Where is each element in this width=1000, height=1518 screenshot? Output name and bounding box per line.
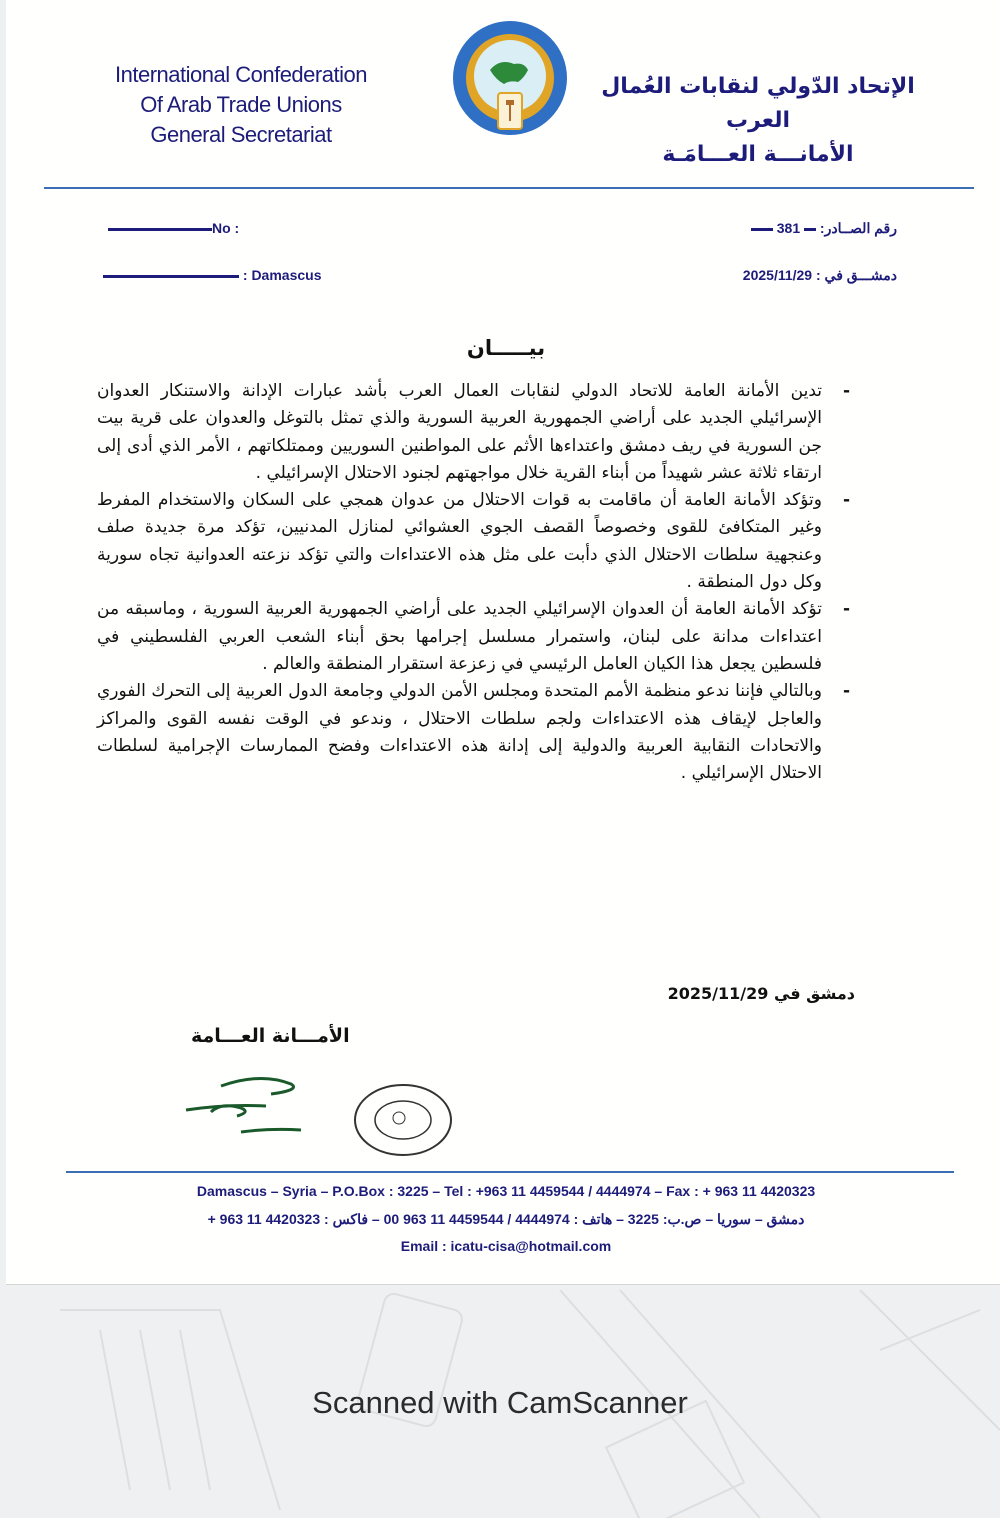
ar-number-field [751,220,897,237]
header-divider [44,187,974,189]
ar-name-line: الإتحاد الدّولي لنقابات العُمال العرب [601,74,915,133]
damascus-field [103,267,321,283]
signatory: الأمـــانة العـــامة [191,1025,350,1047]
footer-divider [66,1171,954,1173]
closing-date: دمشق في 2025/11/29 [667,984,855,1003]
ar-date-label: دمشـــق في : [815,267,897,283]
paragraph: - تؤكد الأمانة العامة أن العدوان الإسرائيلي الجديد على أراضي الجمهورية العربية السورية ، وماسبقه من اعتداءات مدانة على لبنان، واستمرار مسلسل إجرامها بحق أبناء الشعب العربي الفلسطيني في فلسطين يجعل هذا الكيان العامل الرئيسي في زعزعة استقرار المنطقة والعالم . [97,596,822,678]
paragraph: - وبالتالي فإننا ندعو منظمة الأمم المتحدة ومجلس الأمن الدولي وجامعة الدول العربية إلى التحرك الفوري والعاجل لإيقاف هذه الاعتداءات ولجم سلطات الاحتلال ، وندعو في الوقت نفسه القوى والمراكز والاتحادات النقابية العربية والدولية إلى إدانة هذه الاعتداءات وفضح الممارسات الإجرامية لسلطات الاحتلال الإسرائيلي . [97,678,822,787]
no-field [108,220,239,236]
ar-name-line: الأمانـــة العـــامَـة [662,142,854,167]
document-page [6,0,1000,1285]
arabic-org-name [578,70,938,172]
camscanner-watermark: Scanned with CamScanner [312,1385,688,1420]
statement-body [97,378,822,787]
ar-number-label: رقم الصــادر: [819,220,897,236]
english-org-name [86,60,396,150]
ar-date-value: 2025/11/29 [742,267,813,283]
ar-number-value: 381 [776,220,801,236]
ar-date-field [743,267,897,284]
statement-title: بيـــــان [466,336,546,360]
en-name-line: Of Arab Trade Unions [140,92,342,117]
en-name-line: International Confederation [115,62,367,87]
paragraph: - تدين الأمانة العامة للاتحاد الدولي لنقابات العمال العرب بأشد عبارات الإدانة والاستنكار العدوان الإسرائيلي الجديد على أراضي الجمهورية العربية السورية والذي تمثل بالتوغل والعدوان على قرية بيت جن السورية في ريف دمشق واعتداءها الأثم على المواطنين السوريين وممتلكاتهم ، الأمر الذي أدى إلى ارتقاء ثلاثة عشر شهيداً من أبناء القرية خلال مواجهتهم لجنود الاحتلال الإسرائيلي . [97,378,822,487]
paragraph: - وتؤكد الأمانة العامة أن ماقامت به قوات الاحتلال من عدوان همجي على السكان والاستخدام المفرط وغير المتكافئ للقوى وخصوصاً القصف الجوي العشوائي لمنازل المدنيين، تؤكد مرة جديدة صلف وعنجهية سلطات الاحتلال الذي دأبت على مثل هذه الاعتداءات والتي تؤكد نزعته العدوانية تجاه سورية وكل دول المنطقة . [97,487,822,596]
icatu-logo [450,18,570,138]
footer-ar-contact: دمشق – سوريا – ص.ب: 3225 – هاتف : 4444974 / 4459544 11 963 00 – فاكس : 4420323 11 963 + [207,1211,805,1227]
official-stamp [351,1080,456,1160]
damascus-label: : Damascus [242,267,322,283]
footer-en-contact: Damascus – Syria – P.O.Box : 3225 – Tel : +963 11 4459544 / 4444974 – Fax : + 963 11 4420323 [196,1183,816,1199]
no-label: No : [212,220,240,236]
footer-email: Email : icatu-cisa@hotmail.com [400,1238,612,1254]
signature [181,1068,321,1148]
en-name-line: General Secretariat [150,122,332,147]
